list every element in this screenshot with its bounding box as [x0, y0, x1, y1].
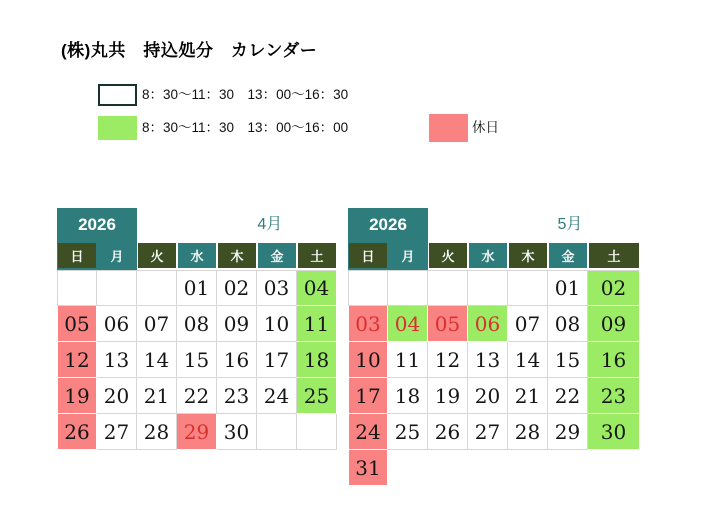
date-cell: 17 — [257, 342, 297, 378]
week-row — [348, 270, 640, 306]
date-cell: 02 — [588, 270, 640, 306]
month-label: 4月 — [257, 216, 283, 233]
weekday-cell — [468, 243, 508, 268]
date-cell — [257, 414, 297, 450]
date-cell: 24 — [257, 378, 297, 414]
date-cell: 07 — [508, 306, 548, 342]
calendar-header — [57, 207, 337, 243]
date-cell: 23 — [217, 378, 257, 414]
date-cell: 07 — [137, 306, 177, 342]
week-row — [57, 414, 337, 450]
date-cell: 14 — [137, 342, 177, 378]
week-row — [57, 342, 337, 378]
week-row — [57, 270, 337, 306]
date-cell: 25 — [388, 414, 428, 450]
date-cell: 27 — [468, 414, 508, 450]
date-cell: 04 — [388, 306, 428, 342]
date-cell: 18 — [297, 342, 337, 378]
date-cell: 09 — [217, 306, 257, 342]
legend-holiday-swatch — [429, 114, 468, 142]
date-grid — [57, 270, 337, 450]
weekday-cell — [297, 243, 337, 268]
weekday-cell — [348, 243, 388, 268]
date-cell: 22 — [177, 378, 217, 414]
legend-open-hours-swatch — [98, 84, 137, 106]
date-cell: 15 — [177, 342, 217, 378]
calendar-may — [348, 207, 640, 486]
date-cell — [348, 270, 388, 306]
weekday-cell — [137, 243, 177, 268]
week-row — [57, 378, 337, 414]
date-cell: 08 — [548, 306, 588, 342]
week-row — [348, 378, 640, 414]
date-cell: 10 — [348, 342, 388, 378]
date-cell: 19 — [428, 378, 468, 414]
week-row — [57, 306, 337, 342]
date-cell: 21 — [508, 378, 548, 414]
weekday-cell — [508, 243, 548, 268]
weekday-label: 火 — [138, 243, 176, 268]
weekday-label: 水 — [469, 243, 507, 268]
date-cell: 13 — [468, 342, 508, 378]
date-cell: 18 — [388, 378, 428, 414]
week-row — [348, 414, 640, 450]
date-cell: 11 — [388, 342, 428, 378]
legend-short-hours-swatch — [98, 116, 137, 140]
date-cell: 01 — [548, 270, 588, 306]
weekday-label: 土 — [298, 243, 336, 268]
year-badge: 2026 — [57, 208, 137, 270]
weekday-cell — [57, 243, 97, 268]
month-label: 5月 — [557, 216, 583, 233]
date-cell: 29 — [548, 414, 588, 450]
date-cell: 10 — [257, 306, 297, 342]
weekday-cell — [428, 243, 468, 268]
weekday-label: 火 — [429, 243, 467, 268]
date-cell: 25 — [297, 378, 337, 414]
date-cell: 26 — [428, 414, 468, 450]
date-cell: 20 — [468, 378, 508, 414]
date-cell: 12 — [57, 342, 97, 378]
date-cell: 14 — [508, 342, 548, 378]
page-title: (株)丸共 持込処分 カレンダー — [61, 41, 318, 60]
calendar-header — [348, 207, 640, 243]
date-cell: 16 — [588, 342, 640, 378]
weekday-cell — [97, 243, 137, 268]
weekday-label: 土 — [589, 243, 639, 268]
date-cell: 03 — [348, 306, 388, 342]
legend-short-hours-label: 8：30～11：30 13：00～16：00 — [142, 120, 349, 135]
weekday-label: 月 — [98, 243, 136, 268]
date-cell: 23 — [588, 378, 640, 414]
weekday-cell — [177, 243, 217, 268]
date-cell: 28 — [137, 414, 177, 450]
date-grid — [348, 270, 640, 486]
year-badge: 2026 — [348, 208, 428, 270]
date-cell: 04 — [297, 270, 337, 306]
week-row — [348, 306, 640, 342]
date-cell: 12 — [428, 342, 468, 378]
date-cell: 11 — [297, 306, 337, 342]
week-row — [348, 342, 640, 378]
weekday-label: 木 — [218, 243, 256, 268]
date-cell: 19 — [57, 378, 97, 414]
weekday-cell — [257, 243, 297, 268]
date-cell — [137, 270, 177, 306]
date-cell — [388, 270, 428, 306]
empty-cell — [588, 450, 640, 486]
empty-cell — [468, 450, 508, 486]
weekday-label: 日 — [349, 243, 387, 268]
week-row — [348, 450, 640, 486]
date-cell — [57, 270, 97, 306]
date-cell: 31 — [348, 450, 388, 486]
empty-cell — [508, 450, 548, 486]
date-cell: 09 — [588, 306, 640, 342]
date-cell: 02 — [217, 270, 257, 306]
date-cell: 06 — [97, 306, 137, 342]
weekday-cell — [548, 243, 588, 268]
date-cell: 01 — [177, 270, 217, 306]
weekday-label: 月 — [389, 243, 427, 268]
date-cell: 22 — [548, 378, 588, 414]
date-cell: 30 — [217, 414, 257, 450]
weekday-row — [57, 243, 337, 268]
date-cell: 29 — [177, 414, 217, 450]
date-cell: 16 — [217, 342, 257, 378]
date-cell: 28 — [508, 414, 548, 450]
weekday-label: 木 — [509, 243, 547, 268]
date-cell — [97, 270, 137, 306]
date-cell: 27 — [97, 414, 137, 450]
date-cell: 17 — [348, 378, 388, 414]
empty-cell — [388, 450, 428, 486]
date-cell: 20 — [97, 378, 137, 414]
date-cell — [297, 414, 337, 450]
empty-cell — [548, 450, 588, 486]
empty-cell — [428, 450, 468, 486]
date-cell: 26 — [57, 414, 97, 450]
date-cell: 13 — [97, 342, 137, 378]
weekday-label: 日 — [58, 243, 96, 268]
date-cell — [428, 270, 468, 306]
weekday-row — [348, 243, 640, 268]
weekday-label: 金 — [549, 243, 587, 268]
weekday-label: 水 — [178, 243, 216, 268]
weekday-label: 金 — [258, 243, 296, 268]
weekday-cell — [217, 243, 257, 268]
date-cell: 21 — [137, 378, 177, 414]
date-cell: 30 — [588, 414, 640, 450]
date-cell: 06 — [468, 306, 508, 342]
weekday-cell — [388, 243, 428, 268]
legend-open-hours-label: 8：30～11：30 13：00～16：30 — [142, 87, 349, 102]
calendar-april — [57, 207, 337, 450]
date-cell: 24 — [348, 414, 388, 450]
date-cell: 05 — [428, 306, 468, 342]
date-cell — [468, 270, 508, 306]
date-cell: 08 — [177, 306, 217, 342]
legend-holiday-label: 休日 — [472, 120, 499, 135]
date-cell: 15 — [548, 342, 588, 378]
weekday-cell — [588, 243, 640, 268]
date-cell — [508, 270, 548, 306]
date-cell: 03 — [257, 270, 297, 306]
date-cell: 05 — [57, 306, 97, 342]
